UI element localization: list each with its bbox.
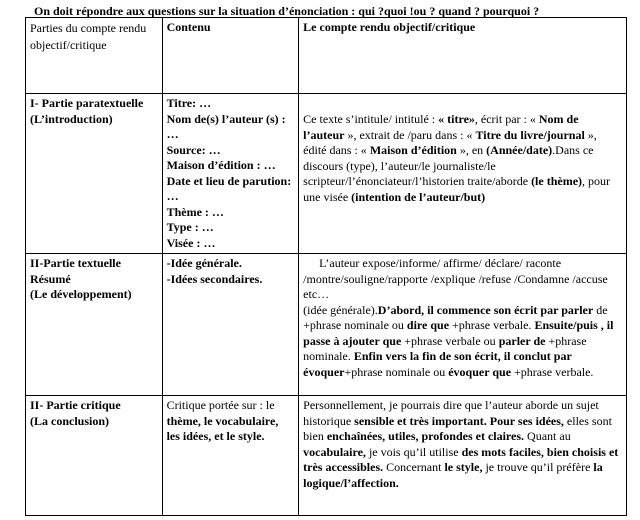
table-row-critique — [26, 396, 627, 516]
contenu-item: Type : … — [166, 220, 214, 234]
report-table — [25, 17, 627, 516]
part-resume: Résumé — [30, 271, 71, 286]
part-cell-introduction — [26, 94, 163, 254]
part-title: I- Partie paratextuelle — [30, 96, 144, 110]
part-cell-conclusion — [26, 396, 163, 516]
header-col-contenu: Contenu — [162, 18, 299, 94]
part-subtitle: (La conclusion) — [30, 413, 110, 428]
page-heading: On doit répondre aux questions sur la situation d’énonciation : qui ?quoi !ou ? quand ? pourquoi ? — [34, 4, 540, 18]
part-subtitle: (Le développement) — [30, 287, 132, 301]
header-col-compte-rendu: Le compte rendu objectif/critique — [299, 18, 627, 94]
contenu-cell-conclusion: Critique portée sur : le thème, le vocabulaire, les idées, et le style. — [162, 396, 299, 516]
contenu-item: Visée : … — [166, 235, 216, 250]
contenu-item: Source: … — [166, 142, 221, 157]
contenu-cell-developpement — [162, 254, 299, 396]
contenu-item: Maison d’édition : … — [166, 158, 276, 172]
part-title: II-Partie textuelle — [30, 256, 121, 270]
compte-rendu-conclusion: Personnellement, je pourrais dire que l’auteur aborde un sujet historique sensible et très important. Pour ses idées, elles sont bien enchaînées, utiles, profondes et claires. Quant au vocabulaire, je vois qu’il utilise des mots faciles, bien choisis et très accessibles. Concernant le style, je trouve qu’il préfère la logique/l’affection. — [299, 396, 627, 516]
compte-rendu-developpement: L’auteur expose/informe/ affirme/ déclare/ raconte /montre/souligne/rapporte /explique /refuse /Condamne /accuse etc… (idée générale).D’abord, il commence son écrit par parler de +phrase nominale ou dire que +phrase verbale. Ensuite/puis , il passe à ajouter que +phrase verbale ou parler de +phrase nominale. Enfin vers la fin de son écrit, il conclut par évoquer+phrase nominale ou évoquer que +phrase verbale. — [299, 254, 627, 396]
table-row-textuelle — [26, 254, 627, 396]
contenu-item: Titre: … — [166, 96, 212, 110]
table-row-paratextuelle — [26, 94, 627, 254]
contenu-item: Nom de(s) l’auteur (s) : … — [166, 111, 286, 141]
part-subtitle: (L’introduction) — [30, 111, 113, 126]
contenu-item: -Idées secondaires. — [166, 271, 263, 286]
part-title: II- Partie critique — [30, 398, 121, 412]
compte-rendu-introduction: Ce texte s’intitule/ intitulé : « titre», écrit par : « Nom de l’auteur », extrait de /paru dans : « Titre du livre/journal », édité dans : « Maison d’édition », en (Année/date).Dans ce discours (type), l’auteur/le journaliste/le scripteur/l’énonciateur/l’historien traite/aborde (le thème), pour une visée (intention de l’auteur/but) — [299, 94, 627, 254]
contenu-cell-introduction — [162, 94, 299, 254]
header-col-parties: Parties du compte rendu objectif/critique — [26, 18, 163, 94]
contenu-item: Date et lieu de parution: … — [166, 173, 292, 203]
contenu-item: -Idée générale. — [166, 256, 242, 270]
part-cell-developpement — [26, 254, 163, 396]
contenu-item: Thème : … — [166, 204, 224, 219]
table-header-row — [26, 18, 627, 94]
